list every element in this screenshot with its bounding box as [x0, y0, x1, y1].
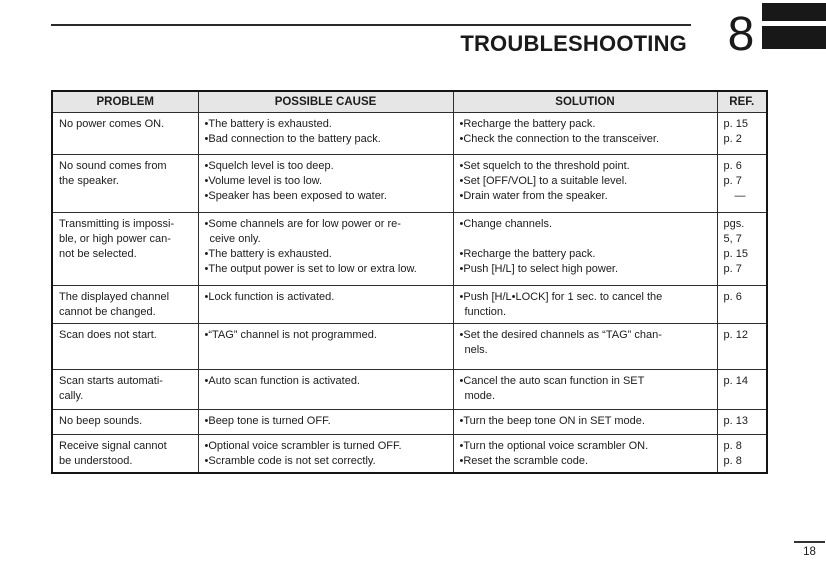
text-line: mode.	[464, 390, 496, 402]
text-line: •The battery is exhausted.	[204, 248, 332, 260]
table-row	[52, 324, 767, 370]
problem-cell	[52, 435, 198, 474]
text-line: •Change channels.	[459, 218, 553, 230]
problem-cell	[52, 213, 198, 286]
text-line: pgs.	[723, 218, 745, 230]
text-line: p. 8	[723, 440, 742, 452]
text-line: p. 12	[723, 329, 748, 341]
cause-cell	[198, 286, 453, 324]
text-line: ble, or high power can-	[59, 233, 171, 245]
text-line: •The output power is set to low or extra low.	[204, 263, 417, 275]
text-line: •Turn the optional voice scrambler ON.	[459, 440, 649, 452]
text-line: p. 14	[723, 375, 748, 387]
cause-cell	[198, 113, 453, 155]
text-line: p. 6	[723, 160, 742, 172]
troubleshooting-table	[51, 90, 768, 474]
page-number: 18	[794, 541, 825, 558]
text-line: •Push [H/L•LOCK] for 1 sec. to cancel the	[459, 291, 663, 303]
text-line: p. 7	[723, 263, 742, 275]
text-line: p. 15	[723, 248, 748, 260]
text-line: •Auto scan function is activated.	[204, 375, 360, 387]
troubleshooting-table-wrap	[51, 90, 768, 474]
solution-cell	[453, 113, 717, 155]
solution-cell	[453, 410, 717, 435]
text-line: function.	[464, 306, 507, 318]
solution-cell	[453, 213, 717, 286]
text-line: p. 13	[723, 415, 748, 427]
text-line: ceive only.	[209, 233, 261, 245]
text-line: be understood.	[59, 455, 133, 467]
text-line: •Set the desired channels as “TAG” chan-	[459, 329, 662, 341]
ref-cell	[717, 155, 767, 213]
text-line: •Recharge the battery pack.	[459, 118, 596, 130]
text-line: •Turn the beep tone ON in SET mode.	[459, 415, 645, 427]
ref-cell	[717, 213, 767, 286]
text-line: •Push [H/L] to select high power.	[459, 263, 619, 275]
text-line: cally.	[59, 390, 84, 402]
text-line: •Speaker has been exposed to water.	[204, 190, 387, 202]
page-title: TROUBLESHOOTING	[460, 31, 687, 56]
text-line: the speaker.	[59, 175, 119, 187]
text-line: •Squelch level is too deep.	[204, 160, 334, 172]
problem-cell	[52, 410, 198, 435]
table-header-row	[52, 91, 767, 113]
text-line: cannot be changed.	[59, 306, 156, 318]
text-line: •Set squelch to the threshold point.	[459, 160, 630, 172]
ref-cell	[717, 410, 767, 435]
text-line: p. 7	[723, 175, 742, 187]
table-row	[52, 113, 767, 155]
text-line: 5, 7	[723, 233, 742, 245]
text-line: p. 6	[723, 291, 742, 303]
column-header-ref: REF.	[717, 91, 767, 113]
text-line: Receive signal cannot	[59, 440, 167, 452]
solution-cell	[453, 435, 717, 474]
cause-cell	[198, 435, 453, 474]
table-row	[52, 155, 767, 213]
cause-cell	[198, 370, 453, 410]
text-line: •“TAG” channel is not programmed.	[204, 329, 377, 341]
table-row	[52, 213, 767, 286]
ref-cell	[717, 370, 767, 410]
ref-cell	[717, 324, 767, 370]
text-line: •Reset the scramble code.	[459, 455, 589, 467]
problem-cell	[52, 286, 198, 324]
text-line: p. 15	[723, 118, 748, 130]
text-line: •Recharge the battery pack.	[459, 248, 596, 260]
ref-cell	[717, 435, 767, 474]
text-line: Transmitting is impossi-	[59, 218, 175, 230]
solution-cell	[453, 286, 717, 324]
chapter-tab-block-bottom	[762, 26, 826, 49]
table-row	[52, 435, 767, 474]
text-line: not be selected.	[59, 248, 137, 260]
cause-cell	[198, 155, 453, 213]
cause-cell	[198, 213, 453, 286]
text-line: No beep sounds.	[59, 415, 143, 427]
text-line: p. 2	[723, 133, 742, 145]
text-line: •Optional voice scrambler is turned OFF.	[204, 440, 402, 452]
text-line: No power comes ON.	[59, 118, 165, 130]
text-line: •Some channels are for low power or re-	[204, 218, 401, 230]
text-line: nels.	[464, 344, 488, 356]
text-line: •The battery is exhausted.	[204, 118, 332, 130]
column-header-problem: PROBLEM	[52, 91, 198, 113]
chapter-tab-block-top	[762, 3, 826, 21]
header-rule	[51, 24, 691, 26]
ref-cell	[717, 286, 767, 324]
text-line: p. 8	[723, 455, 742, 467]
text-line: •Bad connection to the battery pack.	[204, 133, 381, 145]
column-header-solution: SOLUTION	[453, 91, 717, 113]
solution-cell	[453, 370, 717, 410]
text-line: •Lock function is activated.	[204, 291, 335, 303]
problem-cell	[52, 370, 198, 410]
cause-cell	[198, 410, 453, 435]
ref-cell	[717, 113, 767, 155]
column-header-possible-cause: POSSIBLE CAUSE	[198, 91, 453, 113]
solution-cell	[453, 155, 717, 213]
text-line: •Set [OFF/VOL] to a suitable level.	[459, 175, 628, 187]
text-line: •Volume level is too low.	[204, 175, 323, 187]
text-line: Scan does not start.	[59, 329, 157, 341]
text-line: •Beep tone is turned OFF.	[204, 415, 331, 427]
text-line: The displayed channel	[59, 291, 170, 303]
cause-cell	[198, 324, 453, 370]
text-line: •Check the connection to the transceiver.	[459, 133, 660, 145]
problem-cell	[52, 324, 198, 370]
text-line: No sound comes from	[59, 160, 167, 172]
text-line: •Cancel the auto scan function in SET	[459, 375, 645, 387]
chapter-number: 8	[727, 8, 755, 61]
text-line: Scan starts automati-	[59, 375, 163, 387]
problem-cell	[52, 113, 198, 155]
solution-cell	[453, 324, 717, 370]
text-line: —	[734, 190, 746, 202]
table-row	[52, 286, 767, 324]
table-row	[52, 410, 767, 435]
problem-cell	[52, 155, 198, 213]
text-line	[460, 232, 713, 247]
text-line: •Scramble code is not set correctly.	[204, 455, 376, 467]
table-row	[52, 370, 767, 410]
text-line: •Drain water from the speaker.	[459, 190, 608, 202]
